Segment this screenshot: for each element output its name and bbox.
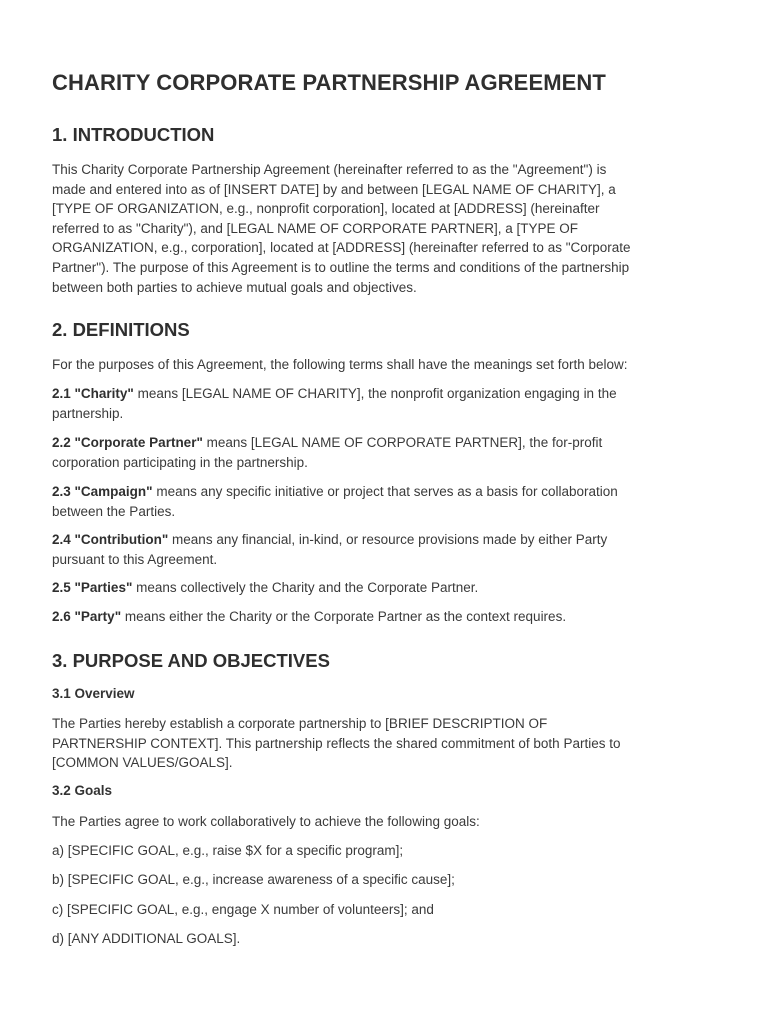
definition-text: pursuant to this Agreement. [52, 551, 218, 567]
introduction-line: This Charity Corporate Partnership Agreement (hereinafter referred to as the "Agreement") is [52, 162, 607, 177]
section-heading-purpose: 3. PURPOSE AND OBJECTIVES [52, 650, 330, 671]
overview-line: PARTNERSHIP CONTEXT]. This partnership reflects the shared commitment of both Parties to [52, 735, 621, 751]
introduction-line: made and entered into as of [INSERT DATE] by and between [LEGAL NAME OF CHARITY], a [52, 181, 616, 197]
section-heading-definitions: 2. DEFINITIONS [52, 319, 190, 340]
definition-term: 2.1 "Charity" [52, 386, 134, 401]
overview-line: The Parties hereby establish a corporate partnership to [BRIEF DESCRIPTION OF [52, 716, 548, 731]
goal-item: b) [SPECIFIC GOAL, e.g., increase awareness of a specific cause]; [52, 872, 455, 887]
subsection-heading-goals: 3.2 Goals [52, 783, 113, 798]
definition-term: 2.4 "Contribution" [52, 532, 169, 547]
definition-term: 2.2 "Corporate Partner" [52, 435, 203, 450]
definition-item [52, 433, 720, 472]
overview-line: [COMMON VALUES/GOALS]. [52, 755, 233, 771]
section-heading-introduction: 1. INTRODUCTION [52, 124, 215, 145]
subsection-heading-overview: 3.1 Overview [52, 686, 135, 701]
overview-paragraph [52, 714, 720, 773]
definition-item [52, 384, 720, 423]
definition-text: means [LEGAL NAME OF CHARITY], the nonprofit organization engaging in the [133, 386, 617, 401]
goal-item: d) [ANY ADDITIONAL GOALS]. [52, 931, 241, 946]
definitions-intro: For the purposes of this Agreement, the following terms shall have the meanings set forth below: [52, 357, 628, 372]
definition-text: means either the Charity or the Corporate Partner as the context requires. [121, 609, 567, 624]
definition-text: means any financial, in-kind, or resource provisions made by either Party [168, 532, 608, 547]
goal-item: c) [SPECIFIC GOAL, e.g., engage X number of volunteers]; and [52, 902, 434, 917]
introduction-line: Partner"). The purpose of this Agreement is to outline the terms and conditions of the partnership [52, 259, 630, 275]
definition-item [52, 578, 720, 598]
introduction-line: [TYPE OF ORGANIZATION, e.g., nonprofit corporation], located at [ADDRESS] (hereinafter [52, 201, 600, 217]
definition-term: 2.3 "Campaign" [52, 484, 153, 499]
definition-text: between the Parties. [52, 503, 176, 519]
definition-item [52, 482, 720, 521]
definition-text: means any specific initiative or project that serves as a basis for collaboration [152, 484, 618, 499]
definition-item [52, 607, 720, 627]
definition-text: means collectively the Charity and the Corporate Partner. [132, 580, 479, 595]
definition-text: means [LEGAL NAME OF CORPORATE PARTNER], the for-profit [202, 435, 603, 450]
introduction-paragraph [52, 160, 720, 297]
goals-intro: The Parties agree to work collaboratively to achieve the following goals: [52, 814, 480, 829]
introduction-line: ORGANIZATION, e.g., corporation], located at [ADDRESS] (hereinafter referred to as "Corporate [52, 240, 631, 256]
introduction-line: referred to as "Charity"), and [LEGAL NAME OF CORPORATE PARTNER], a [TYPE OF [52, 220, 578, 236]
definition-term: 2.6 "Party" [52, 609, 122, 624]
document-title: CHARITY CORPORATE PARTNERSHIP AGREEMENT [52, 70, 606, 95]
introduction-line: between both parties to achieve mutual goals and objectives. [52, 279, 417, 295]
definition-text: corporation participating in the partnership. [52, 454, 308, 470]
definition-item [52, 530, 720, 569]
definition-text: partnership. [52, 405, 124, 421]
definition-term: 2.5 "Parties" [52, 580, 133, 595]
goal-item: a) [SPECIFIC GOAL, e.g., raise $X for a specific program]; [52, 843, 404, 858]
